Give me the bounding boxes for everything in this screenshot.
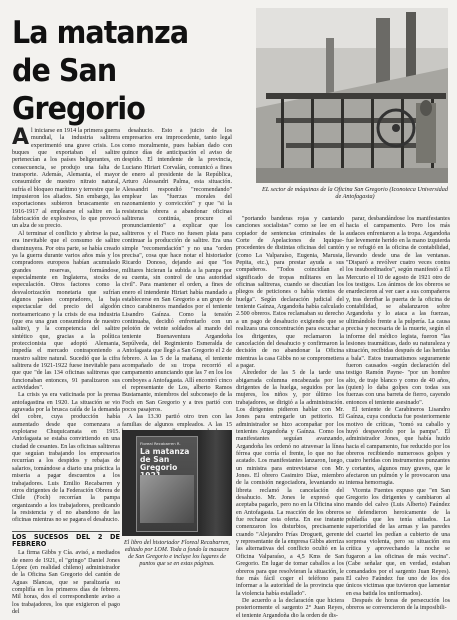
photo-caption-machine-sector: EL sector de máquinas de la Oficina San Gregorio (Iconoteca Universidad de Antofagasta) xyxy=(262,186,448,201)
headline xyxy=(12,14,237,128)
paragraph: "portando banderas rojas y cantando canciones socialistas" como se lee en el copiador de sentencias criminales de la Corte de Apelaciones de Iquique- procedentes de distintas oficinas del cantón (como La Valparaíso, Eugenia, Marusia, Pepita, etc.), para prestar ayuda a sus compañeros. "Todos coincidían el significado de tropas militares en las oficinas salitreras, cuando se discutían los pliegos de peticiones o había vientos de huelga". Según declaración judicial del teniente Gaínza, Argandoña había calculado 2.500 obreros. Estos reclamaban su derecho a un pago de desahucio exigiendo que se realizara una concentración para escuchar a los dirigentes, que reclamaron la cancelación del desahucio y confirmaron la decisión de no abandonar la Oficina mientras la casa Gibbs no se comprometiera a pagar. xyxy=(236,216,344,369)
book-photo-caption: El libro del historiador Floreal Recabarren, editado por LOM. Toda a fondo la masacre de San Gregorio e incluye los lugares de puntos que se en estas páginas. xyxy=(124,540,230,567)
paragraph: La crisis ya era vaticinada por la prensa antofagastina en 1920. La situación se vio agravada por la brusca caída de la demanda del cobre, cuya producción había aumentado desde que comenzara a explotarse Chuquicamata en 1915. Antofagasta se estaba convirtiendo en una ciudad de cesantes. En las oficinas salitreras que seguían trabajando los empresarios recurrían a los despidos y rebajas de salarios, tomándose a diario una práctica la miseria a pagar descuentos a los trabajadores. Luis Emilio Recabarren y otros dirigentes de la Federación Obrera de Chile (Foch) recorrían la pampa organizando a los trabajadores, predicando la resistencia y el no abandono de las oficinas mientras no se pagara el desahucio. xyxy=(12,392,120,524)
paragraph: A las 13.30 partió otro tren con las familias de algunos empleados. A las 15 xyxy=(122,414,232,428)
book-title: La matanza de San Gregorio xyxy=(140,447,190,472)
paragraph: desahucio. Esto a juicio de los empresarios era improcedente, tanto legal como moralmente, pues habían dado con quince días de anticipación el aviso de despido. El intendente de la provincia, Luciano Hiriart Corvalán, comunicó a fines de enero al presidente de la República, Arturo Alessandri Palma, esta situación. Alessandri respondió "recomendando" emplear las "fuerzas morales del razonamiento y convicción" y que "si la resistencia obrera a abandonar oficinas salitreras continúa, procure el pronunciamiento" a explicar que los salitreros y el Fisco no fuesen plata para continuar la producción de salitre. Era una simple "recomendación" y no una "orden precisa", cosa que hace notar el historiador Ricardo Donoso, dejando así que "los militares hicieran la subida a la pampa por su cuenta, sin control de una autoridad civil". Para mantener el orden, a fines de enero el intendente Hiriart había mandado a establecerse en San Gregorio a un grupo de cinco carabineros mandados por el teniente Lisandro Gaínza. Como la tensión continuaba, decidió enfrentarlo con un pelotón de veinte soldados al mando del teniente Buenaventura Argandoña Sepúlveda, del Regimiento Esmeralda de Antofagasta que llegó a San Gregorio el 2 de febrero. A las 5 de la mañana, el teniente acompañado de su tropa recorrió el campamento anunciando que las 7 en los los comboyes a Antofagasta. Allí encontró cinco el representante de Los, alberto Ramos Bustamante, miembros del subconsejo de la Foch en San Gregorio y a tres partió con pocos pasajeros. xyxy=(122,128,232,414)
section-heading: LOS SUCESOS DEL 2 DE FEBRERO xyxy=(12,532,120,548)
book-cover xyxy=(136,436,198,532)
paragraph: Alrededor de las 5 de la tarde una abigarrada columna encabezada por los dirigentes de la huelga, seguidos por las mujeres, los niños y, por último los trabajadores, se dirigió a la administración. Los dirigentes pidieron hablar con Mr. Jones para entregarle un petitorio. El administrador se hizo acompañar por los tenientes Argandoña y Gaínza. Como los manifestantes seguían avanzando, Argandoña les ordenó no atravesar la línea férrea que corría el frente, lo que no fue acatado. Los manifestantes lanzaron, luego, un ministra para entrevistarse con Mr. Jones. El obrero Casimiro Díaz, miembro de la comisión negociadora, levantando su libreta reclamó la cancelación del desahucio. Mr. Jones le expresó que aceptaba pagarlo, pero no en la Oficina sino en Antofagasta. La reacción de los obreros fue rechazar esta oferta. En ese instante comenzaron los disturbios, precisamente cuando "Alejandro Frías Droguett, gerente y representante de la empresa Gibbs aterriza las alternativas del conflicto ocultó en la Oficina Valparaíso, a 4,5 Kms de San Gregorio. En lugar de tomar caballos a los obreros para que resolvieran la situación, le fue más fácil coger el teléfono para informar a la autoridad de la provincia que la violencia había estallado". xyxy=(236,370,344,597)
book-cover-photo xyxy=(122,430,232,536)
paragraph: l iniciarse en 1914 la primera guerra mundial, la industria salitrera experimentó una grave crisis. Los buques que exportaban el salitre pertenecían a los países beligerantes, en consecuencia, se produjo una falta de transporte. Además, Alemania, el mayor consumidor de nuestro nitrato natural, sufría el bloqueo marítimo y terrestre que le impusieron los aliados. Sin embargo, las exportaciones subieron bruscamente en 1916-1917 al emplearse el salitre en la fabricación de explosivos, lo que provocó un alza de su precio. xyxy=(12,128,120,230)
paragraph: parar, desbandándose los manifestantes hacia el campamento. Pero los más audaces enfrentaron a la tropa. Argandoña fue levemente herido en la mano izquierda y se refugió en la oficina de contabilidad, llevando desde una de las ventanas. "Disparó a revólver cuatro veces contra los insubordinados", según manifestó a El Mercurio el 10 de agosto de 1921 otro de los testigos. Los ánimos de los obreros se enardecieron al ver caer a sus compañeros y, tras derribar la puerta de la oficina de contabilidad, se abalanzaron sobre Argandoña y lo ataca a las fuerzas, ultimándolo frente a la pulpería. La causa precisa y necesaria de la muerte, según el informe del médico legista, fueron "las lesiones traumáticas, dado su naturaleza y situación, recibidas después de las heridas a bala". Estos traumatismos seguramente fueron causados -según declaración del testigo Ramón Payne- "por un hombre alto, de traje blanco y como de 40 años, (quien) lo daba golpes con todas sus fuerzas con una barreta de fierro, cayendo entonces el teniente asesinado". xyxy=(346,216,450,406)
headline-line-2: de San Gregorio xyxy=(12,53,145,127)
drop-cap: A xyxy=(12,125,30,150)
paragraph: Después de horas de persecución los obreros se convencieron de la imposibili- xyxy=(346,597,450,612)
book-author: Floreal Recabarren R. xyxy=(140,441,181,446)
article-column-1 xyxy=(12,125,120,616)
paragraph: La firma Gibbs y Cía. avisó, a mediados de enero de 1921, el "gringo" Daniel Jones López (en realidad chileno) administrador de la Oficina San Gregorio del cantón de Aguas Blancas, que se paralizaría su complifía en los primeros días de febrero. Mil horas, dos el correspondiente aviso a los trabajadores, los que exigieron el pago del xyxy=(12,550,120,616)
article-column-4 xyxy=(346,216,450,613)
paragraph: De acuerdo a la declaración que hiciera posteriormente el sargento 2° Juan Reyes, el teniente Argandoña dio la orden de dis- xyxy=(236,597,344,619)
headline-line-1: La matanza xyxy=(12,15,189,51)
photo-machine-sector xyxy=(256,8,448,183)
paragraph: Vicenta Fuentes expuso que "en San Gregorio los dirigentes y cambiaron al mando del calvo (Luis Alberto) Faúndez se defendieron heroicamente de la pobladía que les tenía sitiados. La superioridad de las armas y las paredes del cuartel les pedían a cubierto de una sorpresa violenta, pero su situación era crítica y aprovechando la noche se fugaron a las oficinas de más vecina". (Cabe señalar que, en verdad, estaban comandados por el sargento Juan Reyes). El calvo Faúndez fue uno de los dos únicos victimas que tuvieron que lamentar en esa batida los uniformados). xyxy=(346,487,450,597)
paragraph: Al terminar el conflicto y abrirse la paz, era inevitable que el consumo de salitre disminuyera. Por otra parte, se había creado ya la guerra durante varios años más y los compradores europeos habían acumulado grandes reservas, formándose, especialmente en Inglaterra, stocks de especulación. Otros factores como la desvalorización monetaria que sufrían algunos países compradores, la baja espectacular del precio del algodón norteamericano y la crisis de esa industria (que era una gran consumidora de nuestro salitre), y la competencia del salitre sintético que, gracias a la política proteccionista que adoptó Alemania, impedía el mercado contraponiendo a nuestro salitre natural. Sucedió que la cifra salitrera de 1921-1922 fuese inevitable para que que "de las 134 oficinas salitreras que funcionaban entonces, 91 paralizaron sus actividades". xyxy=(12,230,120,392)
article-column-3 xyxy=(236,216,344,620)
machinery-photo-illustration xyxy=(256,8,448,183)
photo-background xyxy=(200,430,232,536)
book-cover-image xyxy=(140,475,194,523)
paragraph: El teniente de Carabineros Lisandro Gaínza, cuya conducta fue posteriormente motivo de críticas, "tomó su caballo y huyó despavorido por la pampa". El administrador Jones, que había huido hacia el campamento, fue reducido por los obreros recibiendo numerosos golpes y cuatro heridas con instrumentos punzantes y cortantes, algunos muy graves, que le afectaron un pulmón y le provocaron una intensa hemorragia. xyxy=(346,406,450,487)
article-column-2 xyxy=(122,128,232,436)
